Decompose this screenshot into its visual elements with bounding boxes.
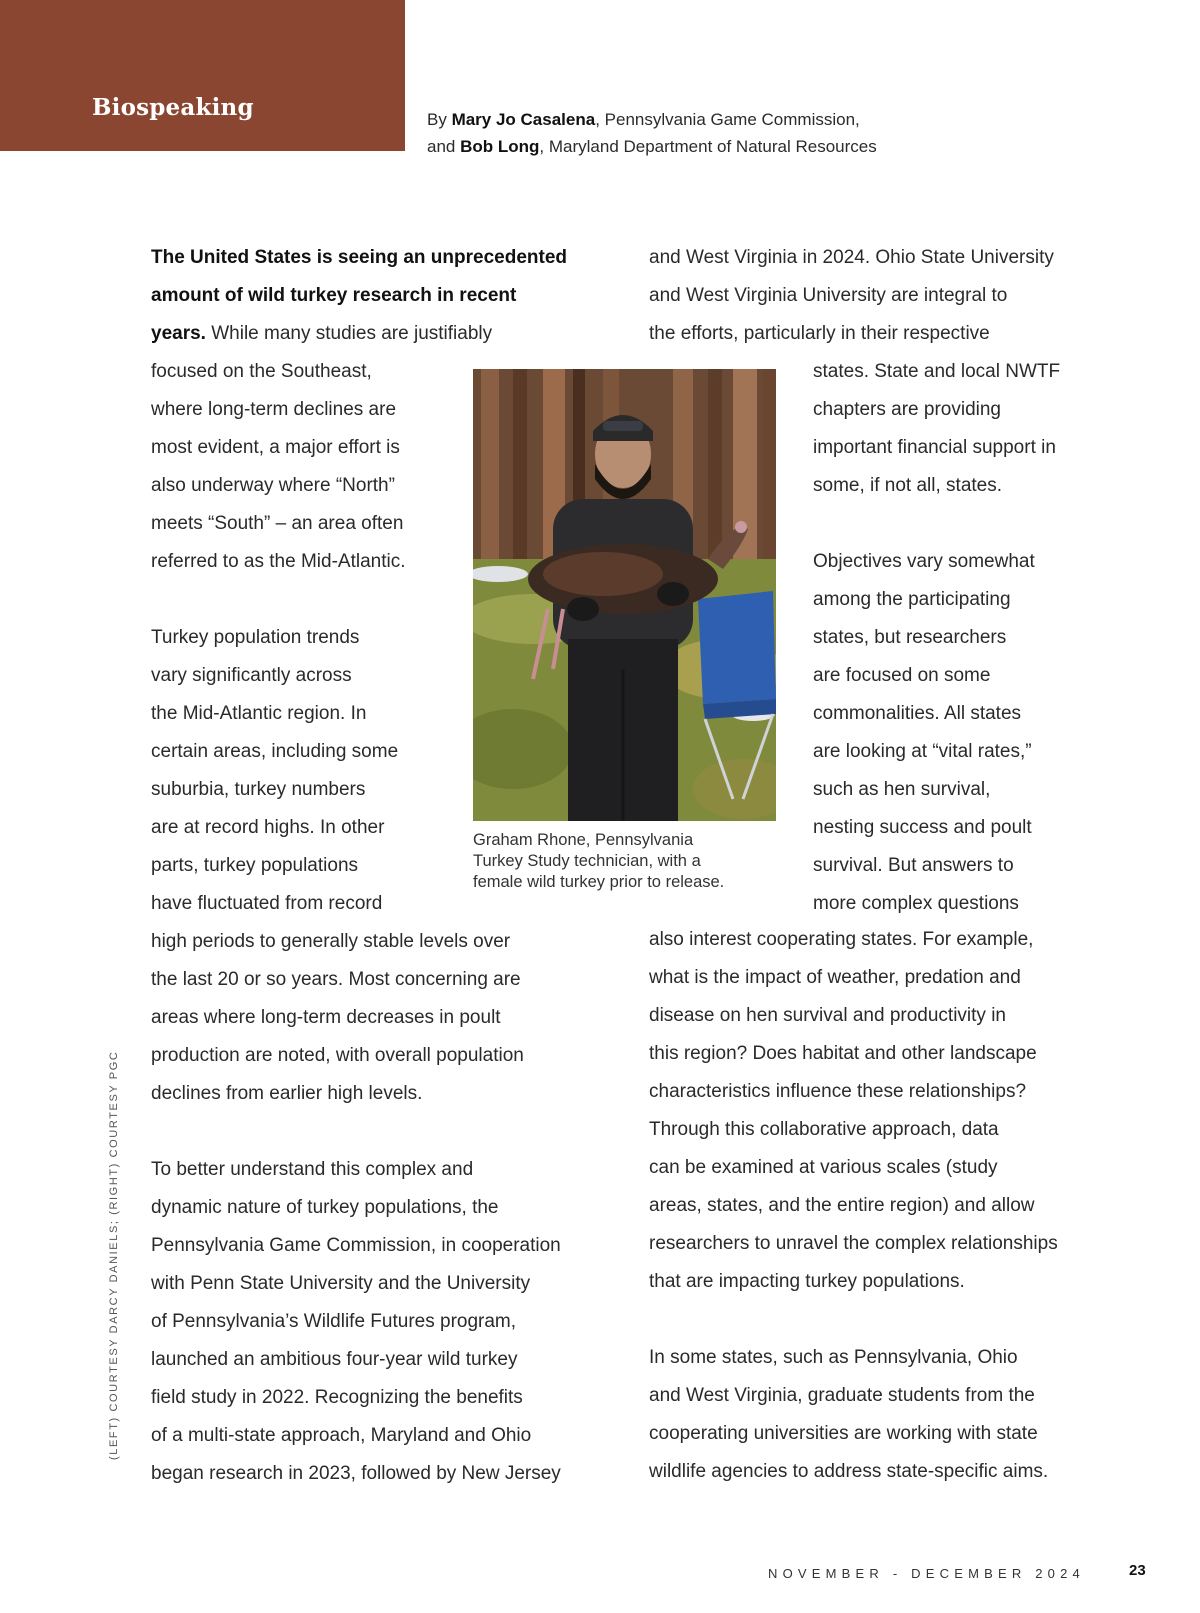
text-line: of Pennsylvania’s Wildlife Futures program, — [151, 1311, 517, 1332]
text-line: most evident, a major effort is — [151, 437, 400, 458]
text-line: that are impacting turkey populations. — [649, 1271, 965, 1292]
right-paragraph-1a — [649, 239, 1119, 353]
text-line: production are noted, with overall population — [151, 1045, 524, 1066]
text-line: such as hen survival, — [813, 779, 991, 800]
author-1: Mary Jo Casalena — [451, 110, 596, 129]
byline — [427, 106, 987, 160]
text-line: Objectives vary somewhat — [813, 551, 1035, 572]
text-line: some, if not all, states. — [813, 475, 1003, 496]
text-line: suburbia, turkey numbers — [151, 779, 366, 800]
byline-line-2 — [427, 133, 987, 160]
page-number: 23 — [1129, 1562, 1146, 1579]
text-line: cooperating universities are working with state — [649, 1423, 1038, 1444]
text-line: declines from earlier high levels. — [151, 1083, 423, 1104]
caption-line: female wild turkey prior to release. — [473, 873, 725, 891]
text-line: the Mid-Atlantic region. In — [151, 703, 367, 724]
text-line: dynamic nature of turkey populations, the — [151, 1197, 499, 1218]
text-line: also interest cooperating states. For example, — [649, 929, 1034, 950]
text-line: this region? Does habitat and other landscape — [649, 1043, 1037, 1064]
text-line: states, but researchers — [813, 627, 1007, 648]
text-line: are at record highs. In other — [151, 817, 385, 838]
text-line: Pennsylvania Game Commission, in cooperation — [151, 1235, 561, 1256]
text-line: also underway where “North” — [151, 475, 395, 496]
issue-date: NOVEMBER - DECEMBER 2024 — [768, 1566, 1085, 1581]
text-line: characteristics influence these relationships? — [649, 1081, 1027, 1102]
text-line: meets “South” – an area often — [151, 513, 404, 534]
right-paragraph-2a — [813, 543, 1113, 923]
right-column-bottom — [649, 921, 1119, 1491]
photo-caption — [473, 830, 783, 893]
text-line: where long-term declines are — [151, 399, 397, 420]
byline-by: By — [427, 110, 452, 129]
lead-line: years. — [151, 323, 206, 344]
text-line: and West Virginia in 2024. Ohio State University — [649, 247, 1054, 268]
text-line: nesting success and poult — [813, 817, 1032, 838]
text-line: have fluctuated from record — [151, 893, 383, 914]
text-line: commonalities. All states — [813, 703, 1022, 724]
text-line: researchers to unravel the complex relationships — [649, 1233, 1058, 1254]
caption-line: Turkey Study technician, with a — [473, 852, 701, 870]
text-line: with Penn State University and the University — [151, 1273, 531, 1294]
text-line: Turkey population trends — [151, 627, 360, 648]
text-line: what is the impact of weather, predation and — [649, 967, 1021, 988]
text-line: are looking at “vital rates,” — [813, 741, 1032, 762]
text-line: and West Virginia, graduate students from the — [649, 1385, 1035, 1406]
text-line: disease on hen survival and productivity in — [649, 1005, 1006, 1026]
text-line: survival. But answers to — [813, 855, 1014, 876]
text-line: states. State and local NWTF — [813, 361, 1061, 382]
text-line: wildlife agencies to address state-specific aims. — [649, 1461, 1049, 1482]
section-banner — [0, 0, 405, 151]
right-paragraph-2b — [649, 921, 1119, 1301]
text-line: began research in 2023, followed by New Jersey — [151, 1463, 561, 1484]
paragraph-gap — [151, 1113, 611, 1151]
right-paragraph-1b — [813, 353, 1113, 505]
paragraph-gap — [813, 505, 1113, 543]
left-paragraph-3 — [151, 1151, 611, 1493]
text-line: are focused on some — [813, 665, 991, 686]
text-line: While many studies are justifiably — [205, 323, 493, 344]
text-line: areas, states, and the entire region) and allow — [649, 1195, 1035, 1216]
text-line: more complex questions — [813, 893, 1019, 914]
text-line: can be examined at various scales (study — [649, 1157, 998, 1178]
author-1-affiliation: , Pennsylvania Game Commission, — [595, 110, 860, 129]
lead-line: amount of wild turkey research in recent — [151, 285, 517, 306]
text-line: parts, turkey populations — [151, 855, 359, 876]
text-line: launched an ambitious four-year wild turkey — [151, 1349, 518, 1370]
text-line: areas where long-term decreases in poult — [151, 1007, 501, 1028]
paragraph-gap — [649, 1301, 1119, 1339]
text-line: the last 20 or so years. Most concerning are — [151, 969, 521, 990]
text-line: important financial support in — [813, 437, 1056, 458]
right-paragraph-3 — [649, 1339, 1119, 1491]
byline-and: and — [427, 137, 461, 156]
photo-credit: (LEFT) COURTESY DARCY DANIELS; (RIGHT) COURTESY PGC — [108, 1050, 120, 1460]
lead-line: The United States is seeing an unprecedented — [151, 247, 567, 268]
text-line: field study in 2022. Recognizing the benefits — [151, 1387, 523, 1408]
turkey-photo — [473, 369, 776, 821]
text-line: vary significantly across — [151, 665, 352, 686]
right-column-top — [649, 239, 1119, 353]
author-2: Bob Long — [460, 137, 540, 156]
text-line: chapters are providing — [813, 399, 1001, 420]
text-line: To better understand this complex and — [151, 1159, 474, 1180]
right-column-narrow — [813, 353, 1113, 923]
photo-illustration — [473, 369, 776, 821]
text-line: the efforts, particularly in their respective — [649, 323, 990, 344]
text-line: among the participating — [813, 589, 1011, 610]
text-line: and West Virginia University are integral to — [649, 285, 1008, 306]
text-line: certain areas, including some — [151, 741, 399, 762]
text-line: Through this collaborative approach, data — [649, 1119, 999, 1140]
text-line: focused on the Southeast, — [151, 361, 372, 382]
text-line: referred to as the Mid-Atlantic. — [151, 551, 406, 572]
author-2-affiliation: , Maryland Department of Natural Resources — [539, 137, 877, 156]
text-line: high periods to generally stable levels over — [151, 931, 511, 952]
text-line: of a multi-state approach, Maryland and Ohio — [151, 1425, 532, 1446]
caption-line: Graham Rhone, Pennsylvania — [473, 831, 694, 849]
section-title: Biospeaking — [92, 94, 254, 121]
byline-line-1 — [427, 106, 987, 133]
text-line: In some states, such as Pennsylvania, Ohio — [649, 1347, 1018, 1368]
